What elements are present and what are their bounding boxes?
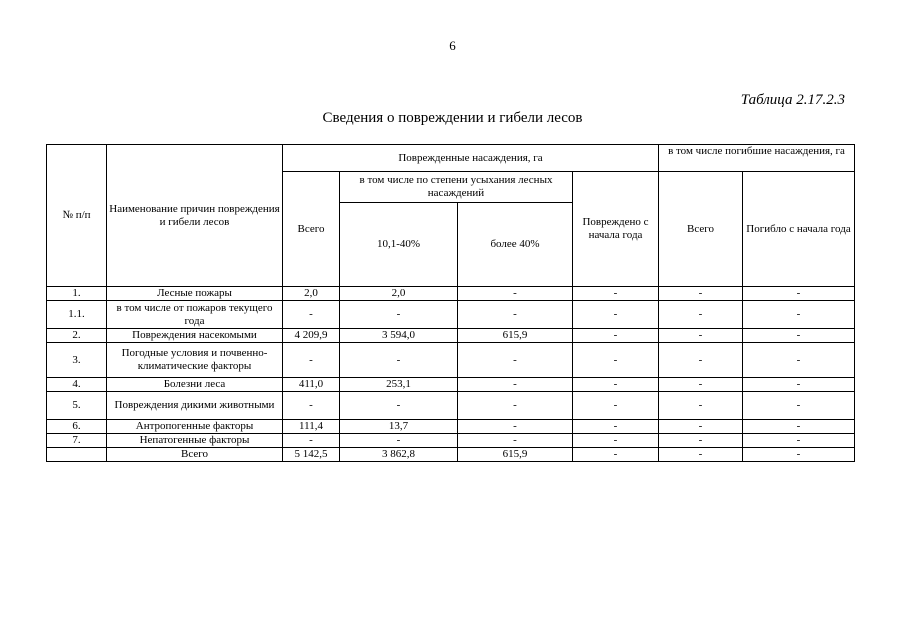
cell-name: Непатогенные факторы: [107, 434, 283, 448]
header-damaged-group: Поврежденные насаждения, га: [283, 145, 659, 172]
cell-dead: -: [659, 287, 743, 301]
cell-d1: 13,7: [340, 420, 458, 434]
cell-since: -: [573, 343, 659, 378]
table-reference: Таблица 2.17.2.3: [740, 92, 845, 108]
cell-total: -: [283, 301, 340, 329]
cell-d2: -: [458, 392, 573, 420]
table-row: [47, 420, 855, 434]
cell-total: 411,0: [283, 378, 340, 392]
cell-num: [47, 448, 107, 462]
table-row: [47, 301, 855, 329]
cell-d2: -: [458, 434, 573, 448]
cell-d1: -: [340, 392, 458, 420]
cell-dead-since: -: [743, 392, 855, 420]
cell-d2: -: [458, 378, 573, 392]
cell-dead-since: -: [743, 343, 855, 378]
header-drying-10-40: 10,1-40%: [340, 203, 458, 287]
cell-since: -: [573, 392, 659, 420]
table-row: [47, 434, 855, 448]
table-body: [47, 287, 855, 462]
header-dead-group: в том числе погибшие насаждения, га: [659, 145, 855, 172]
header-damaged-since-year: Повреждено с начала года: [573, 172, 659, 287]
cell-d1: 3 594,0: [340, 329, 458, 343]
cell-since: -: [573, 434, 659, 448]
cell-since: -: [573, 287, 659, 301]
cell-dead: -: [659, 301, 743, 329]
header-dead-total: Всего: [659, 172, 743, 287]
cell-d2: 615,9: [458, 329, 573, 343]
cell-dead-since: -: [743, 301, 855, 329]
header-damaged-total: Всего: [283, 172, 340, 287]
cell-total: 5 142,5: [283, 448, 340, 462]
page-number: 6: [449, 38, 456, 53]
cell-name: Болезни леса: [107, 378, 283, 392]
cell-dead-since: -: [743, 287, 855, 301]
cell-d1: 2,0: [340, 287, 458, 301]
cell-dead-since: -: [743, 434, 855, 448]
cell-total: 111,4: [283, 420, 340, 434]
cell-num: 3.: [47, 343, 107, 378]
cell-num: 1.1.: [47, 301, 107, 329]
cell-dead: -: [659, 343, 743, 378]
cell-num: 5.: [47, 392, 107, 420]
table-title: Сведения о повреждении и гибели лесов: [322, 110, 583, 126]
cell-dead-since: -: [743, 329, 855, 343]
cell-d2: 615,9: [458, 448, 573, 462]
cell-since: -: [573, 329, 659, 343]
table-row: [47, 392, 855, 420]
cell-num: 1.: [47, 287, 107, 301]
header-num: № п/п: [47, 145, 107, 287]
table-row: [47, 329, 855, 343]
header-drying-over-40: более 40%: [458, 203, 573, 287]
cell-since: -: [573, 378, 659, 392]
header-drying-group: в том числе по степени усыхания лесных насаждений: [340, 172, 573, 203]
table-row: [47, 378, 855, 392]
table-row: [47, 343, 855, 378]
cell-num: 4.: [47, 378, 107, 392]
cell-since: -: [573, 301, 659, 329]
cell-total: 4 209,9: [283, 329, 340, 343]
cell-d2: -: [458, 287, 573, 301]
cell-dead: -: [659, 434, 743, 448]
cell-name: Лесные пожары: [107, 287, 283, 301]
cell-d2: -: [458, 420, 573, 434]
cell-name: в том числе от пожаров текущего года: [107, 301, 283, 329]
forest-damage-table: [46, 144, 855, 462]
cell-total: -: [283, 392, 340, 420]
cell-d2: -: [458, 301, 573, 329]
header-name: Наименование причин повреждения и гибели лесов: [107, 145, 283, 287]
cell-since: -: [573, 448, 659, 462]
cell-name: Погодные условия и почвенно-климатические факторы: [107, 343, 283, 378]
table-row: [47, 448, 855, 462]
cell-num: 2.: [47, 329, 107, 343]
cell-name: Всего: [107, 448, 283, 462]
cell-since: -: [573, 420, 659, 434]
cell-num: 7.: [47, 434, 107, 448]
table-row: [47, 287, 855, 301]
cell-dead: -: [659, 392, 743, 420]
cell-d1: -: [340, 301, 458, 329]
cell-d2: -: [458, 343, 573, 378]
cell-name: Антропогенные факторы: [107, 420, 283, 434]
cell-dead: -: [659, 378, 743, 392]
header-dead-since-year: Погибло с начала года: [743, 172, 855, 287]
cell-dead: -: [659, 329, 743, 343]
cell-name: Повреждения насекомыми: [107, 329, 283, 343]
cell-d1: -: [340, 343, 458, 378]
cell-dead-since: -: [743, 448, 855, 462]
cell-total: 2,0: [283, 287, 340, 301]
cell-dead: -: [659, 420, 743, 434]
cell-d1: 3 862,8: [340, 448, 458, 462]
cell-name: Повреждения дикими животными: [107, 392, 283, 420]
cell-d1: -: [340, 434, 458, 448]
cell-dead-since: -: [743, 378, 855, 392]
cell-dead-since: -: [743, 420, 855, 434]
cell-d1: 253,1: [340, 378, 458, 392]
cell-dead: -: [659, 448, 743, 462]
cell-total: -: [283, 343, 340, 378]
cell-num: 6.: [47, 420, 107, 434]
cell-total: -: [283, 434, 340, 448]
table-header: [47, 145, 855, 287]
